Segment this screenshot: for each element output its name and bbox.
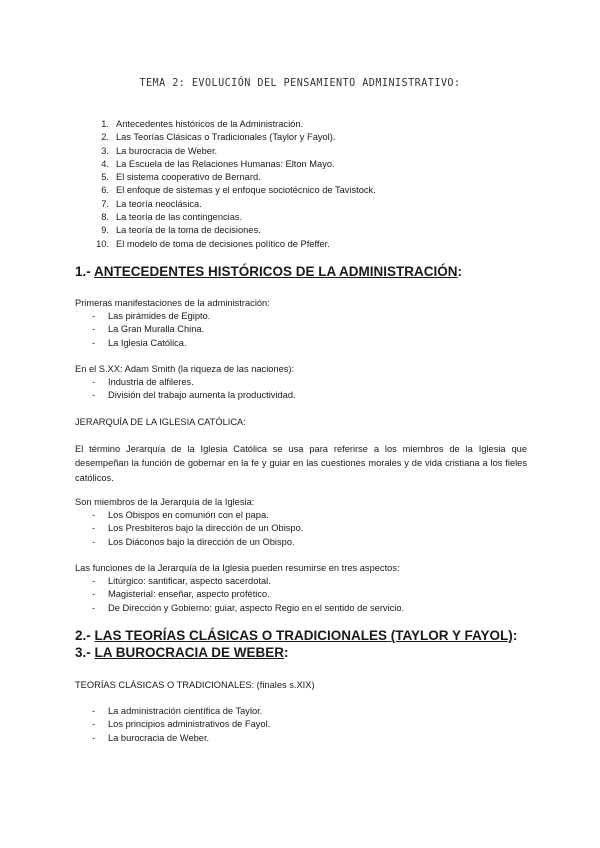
sxx-intro: En el S.XX: Adam Smith (la riqueza de las naciones):: [75, 364, 295, 374]
list-item: - Los Presbíteros bajo la dirección de un Obispo.: [92, 523, 304, 534]
funciones-list: [92, 575, 404, 615]
toc-item: 9. La teoría de la toma de decisiones.: [101, 225, 261, 236]
sxx-list: [92, 376, 296, 403]
section-3-list: [92, 705, 270, 745]
list-item: - Magisterial: enseñar, aspecto profético.: [92, 589, 270, 600]
miembros-intro: Son miembros de la Jerarquía de la Iglesia:: [75, 497, 255, 507]
toc-item: 1. Antecedentes históricos de la Administración.: [101, 119, 304, 129]
list-item: - Las pirámides de Egipto.: [92, 311, 211, 321]
list-item: - Los Diáconos bajo la dirección de un Obispo.: [92, 536, 295, 547]
toc-item: 10. El modelo de toma de decisiones político de Pfeffer.: [96, 238, 330, 249]
list-item: - La administración científica de Taylor.: [92, 706, 263, 716]
table-of-contents: [88, 118, 376, 251]
jerarquia-paragraph: El término Jerarquía de la Iglesia Católica se usa para referirse a los miembros de la Iglesia que desempeñan la función de gobernar en la fe y guiar en las cuestiones morales y de vida cristiana a los fieles católicos.: [75, 444, 527, 483]
list-item: - De Dirección y Gobierno: guiar, aspecto Regio en el sentido de servicio.: [92, 602, 405, 613]
document-title: TEMA 2: EVOLUCIÓN DEL PENSAMIENTO ADMINISTRATIVO:: [139, 76, 461, 89]
toc-item: 3. La burocracia de Weber.: [101, 145, 218, 156]
jerarquia-title: JERARQUÍA DE LA IGLESIA CATÓLICA:: [75, 417, 246, 427]
section-3-heading: 3.- LA BUROCRACIA DE WEBER:: [75, 645, 289, 660]
section-1-intro: Primeras manifestaciones de la administración:: [75, 298, 270, 308]
list-item: - Litúrgico: santificar, aspecto sacerdotal.: [92, 576, 271, 586]
list-item: - Los principios administrativos de Fayol.: [92, 719, 271, 730]
list-item: - La Iglesia Católica.: [92, 337, 187, 348]
funciones-intro: Las funciones de la Jerarquía de la Iglesia pueden resumirse en tres aspectos:: [75, 563, 400, 573]
section-1-heading: 1.- ANTECEDENTES HISTÓRICOS DE LA ADMINISTRACIÓN:: [75, 264, 463, 279]
toc-item: 2. Las Teorías Clásicas o Tradicionales (Taylor y Fayol).: [101, 132, 336, 143]
toc-item: 5. El sistema cooperativo de Bernard.: [101, 172, 261, 183]
list-item: - Industria de alfileres.: [92, 377, 194, 387]
section-1-list: [92, 310, 210, 350]
toc-item: 6. El enfoque de sistemas y el enfoque sociotécnico de Tavistock.: [101, 185, 376, 196]
miembros-list: [92, 509, 303, 549]
list-item: - Los Obispos en comunión con el papa.: [92, 510, 269, 520]
section-3-intro: TEORÍAS CLÁSICAS O TRADICIONALES: (finales s.XIX): [75, 680, 315, 690]
list-item: - División del trabajo aumenta la productividad.: [92, 390, 296, 401]
toc-item: 8. La teoría de las contingencias.: [101, 212, 243, 223]
list-item: - La Gran Muralla China.: [92, 324, 205, 335]
section-2-heading: 2.- LAS TEORÍAS CLÁSICAS O TRADICIONALES (TAYLOR Y FAYOL):: [75, 628, 518, 643]
toc-item: 4. La Escuela de las Relaciones Humanas: Elton Mayo.: [101, 158, 335, 169]
toc-item: 7. La teoría neoclásica.: [101, 198, 202, 209]
list-item: - La burocracia de Weber.: [92, 732, 210, 743]
